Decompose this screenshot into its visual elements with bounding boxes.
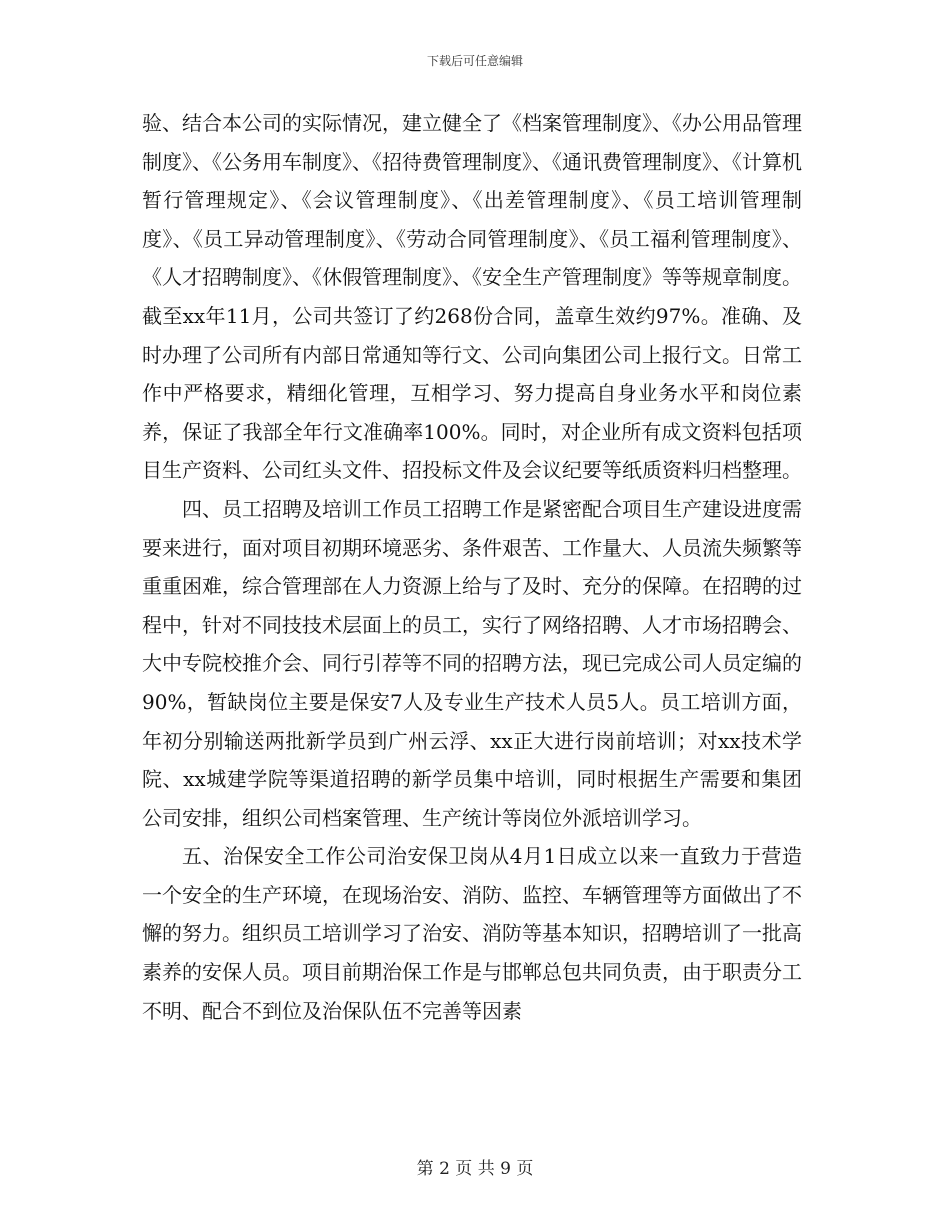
- paragraph-recruitment-training: 四、员工招聘及培训工作员工招聘工作是紧密配合项目生产建设进度需要来进行，面对项目初期环境恶劣、条件艰苦、工作量大、人员流失频繁等重重困难，综合管理部在人力资源上给与了及时、充分的保障。在招聘的过程中，针对不同技技术层面上的员工，实行了网络招聘、人才市场招聘会、大中专院校推介会、同行引荐等不同的招聘方法，现已完成公司人员定编的90%，暂缺岗位主要是保安7人及专业生产技术人员5人。员工培训方面，年初分别输送两批新学员到广州云浮、xx正大进行岗前培训；对xx技术学院、xx城建学院等渠道招聘的新学员集中培训，同时根据生产需要和集团公司安排，组织公司档案管理、生产统计等岗位外派培训学习。: [142, 496, 802, 830]
- document-body: [142, 104, 802, 1030]
- paragraph-regulations: 验、结合本公司的实际情况，建立健全了《档案管理制度》、《办公用品管理制度》、《公务用车制度》、《招待费管理制度》、《通讯费管理制度》、《计算机暂行管理规定》、《会议管理制度》、《出差管理制度》、《员工培训管理制度》、《员工异动管理制度》、《劳动合同管理制度》、《员工福利管理制度》、《人才招聘制度》、《休假管理制度》、《安全生产管理制度》等等规章制度。截至xx年11月，公司共签订了约268份合同，盖章生效约97%。准确、及时办理了公司所有内部日常通知等行文、公司向集团公司上报行文。日常工作中严格要求，精细化管理，互相学习、努力提高自身业务水平和岗位素养，保证了我部全年行文准确率100%。同时，对企业所有成文资料包括项目生产资料、公司红头文件、招投标文件及会议纪要等纸质资料归档整理。: [142, 111, 802, 483]
- page-number-footer: 第 2 页 共 9 页: [416, 1159, 534, 1179]
- paragraph-security-work: 五、治保安全工作公司治安保卫岗从4月1日成立以来一直致力于营造一个安全的生产环境，在现场治安、消防、监控、车辆管理等方面做出了不懈的努力。组织员工培训学习了治安、消防等基本知识，招聘培训了一批高素养的安保人员。项目前期治保工作是与邯郸总包共同负责，由于职责分工不明、配合不到位及治保队伍不完善等因素: [142, 844, 802, 1023]
- page-header: 下载后可任意编辑: [426, 54, 523, 68]
